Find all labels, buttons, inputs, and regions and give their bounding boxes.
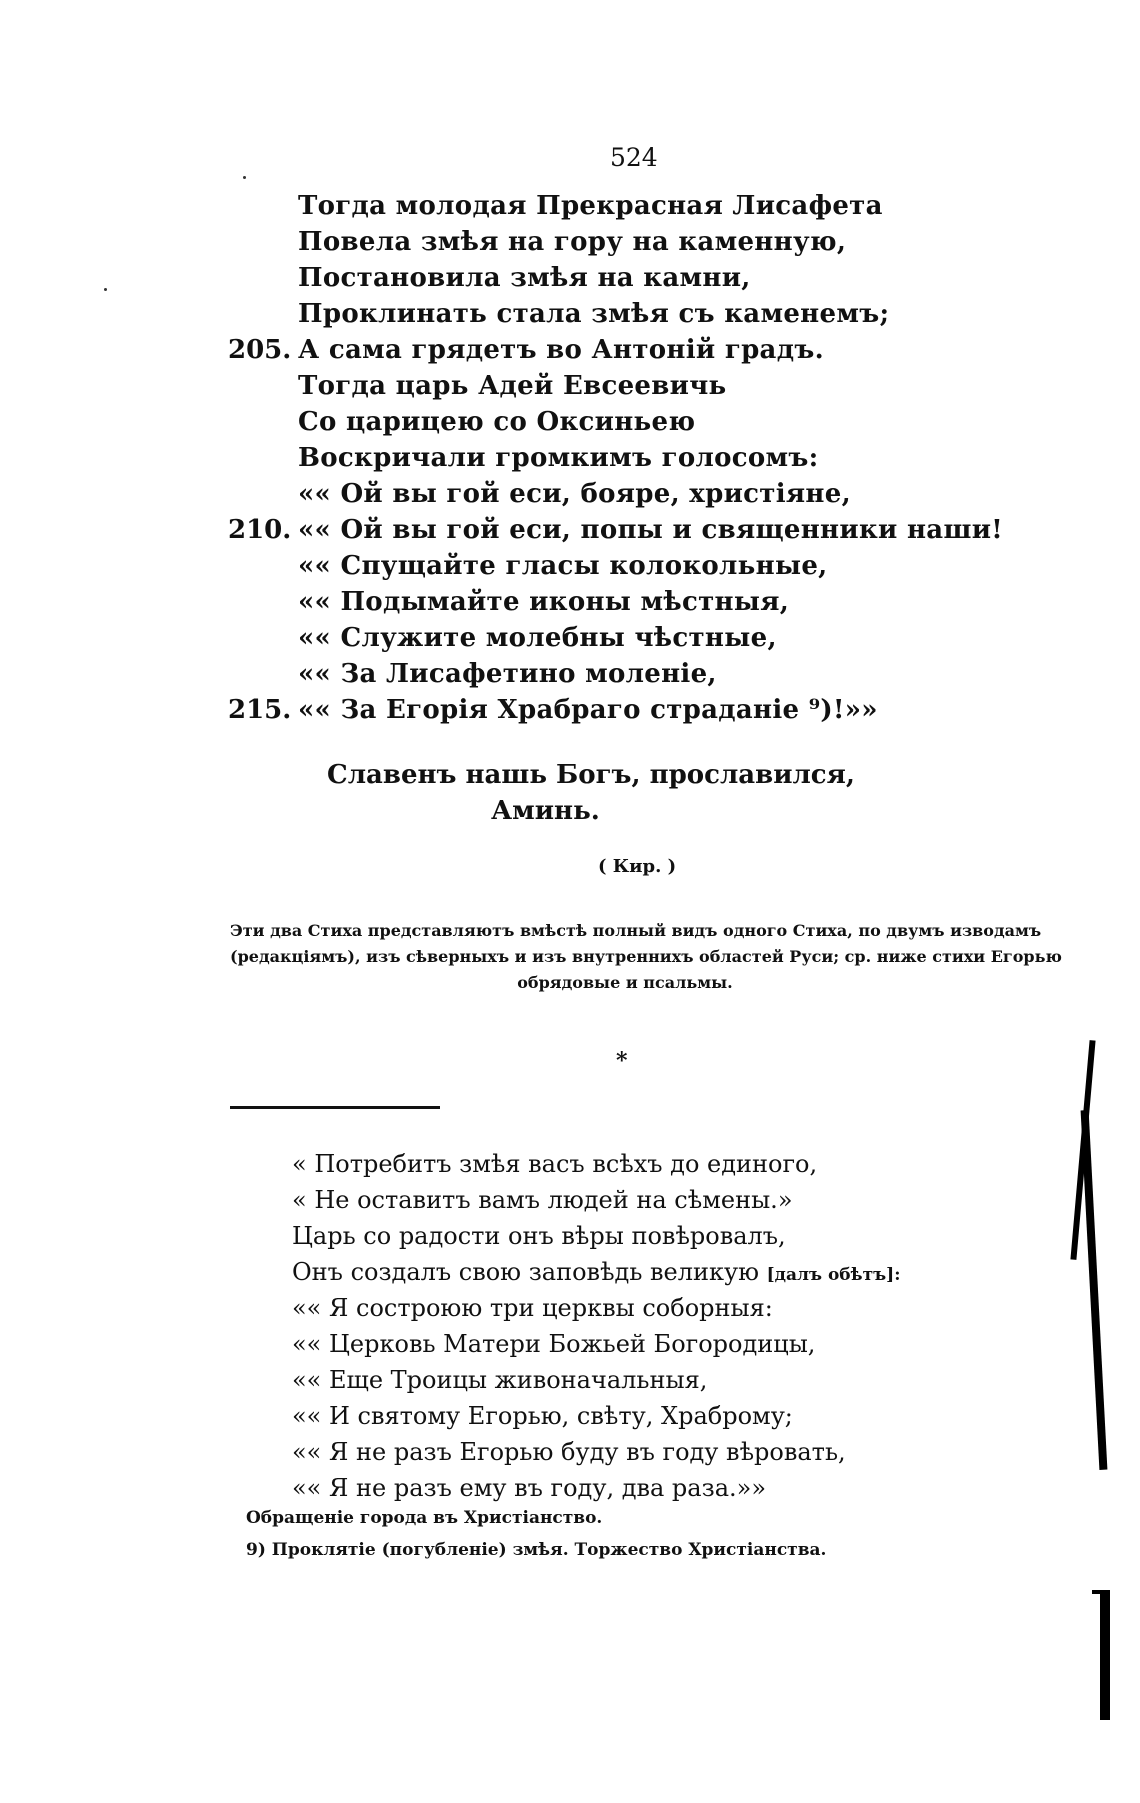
verse-line: Тогда царь Адей Евсеевичь [298,371,727,401]
inline-editorial-note: [далъ обѣтъ]: [766,1265,901,1285]
footnote-verse-text: «« Я состроюю три церквы соборныя: [292,1294,773,1322]
line-number: 210. [228,515,292,545]
footnote-verse-line [292,1150,817,1178]
footnote-verse-line [292,1186,793,1214]
footnote-rule [230,1106,440,1109]
footnote-verse-line [292,1438,846,1466]
footnote-verse-text: Онъ создалъ свою заповѣдь великую [292,1258,759,1286]
footnote-verse-text: «« Церковь Матери Божьей Богородицы, [292,1330,816,1358]
footnote-verse-line [292,1474,766,1502]
footnote-verse-text: « Потребитъ змѣя васъ всѣхъ до единого, [292,1150,818,1178]
verse-line: «« За Егорія Храбраго страданіе ⁹)!»» [298,695,878,725]
note-line-3: обрядовые и псальмы. [517,973,733,992]
footnote-verse-line [292,1366,707,1394]
print-speck [104,288,107,291]
footnote-verse-line [292,1330,815,1358]
footnote-verse-text: «« Еще Троицы живоначальныя, [292,1366,708,1394]
verse-line: Воскричали громкимъ голосомъ: [298,443,819,473]
footnote-verse-text: «« Я не разъ Егорью буду въ году вѣровать, [292,1438,846,1466]
footnote-verse-line [292,1294,773,1322]
verse-line: Тогда молодая Прекрасная Лисафета [298,191,883,221]
line-number: 205. [228,335,292,365]
verse-line: Проклинать стала змѣя съ каменемъ; [298,299,890,329]
verse-line: «« Подымайте иконы мѣстныя, [298,587,790,617]
footnote-verse-text: « Не оставитъ вамъ людей на сѣмены.» [292,1186,793,1214]
doxology-line-2: Аминь. [491,796,600,826]
editorial-note [230,918,1062,996]
verse-line: «« Спущайте гласы колокольные, [298,551,828,581]
footnote-verse-text: «« Я не разъ ему въ году, два раза.»» [292,1474,766,1502]
verse-line: «« Служите молебны чѣстные, [298,623,777,653]
verse-line: А сама грядетъ во Антоній градъ. [298,335,824,365]
verse-line: Постановила змѣя на камни, [298,263,751,293]
print-speck [243,176,246,179]
footnote-verse-text: Царь со радости онъ вѣры повѣровалъ, [292,1222,786,1250]
scan-edge-mark [1081,1110,1108,1470]
footnote-verse-line [292,1258,900,1286]
line-number: 215. [228,695,292,725]
verse-line: «« Ой вы гой еси, попы и священники наши! [298,515,1003,545]
scan-edge-mark [1092,1590,1106,1594]
verse-line: «« Ой вы гой еси, бояре, христіяне, [298,479,851,509]
footnote-verse-line [292,1402,793,1430]
note-line-1: Эти два Стиха представляютъ вмѣстѣ полный видъ одного Стиха, по двумъ изводамъ [230,921,1042,940]
footnote-verse-text: «« И святому Егорью, свѣту, Храброму; [292,1402,793,1430]
scan-edge-mark [1100,1590,1110,1720]
asterisk-mark: * [616,1048,628,1074]
footnote-verse-line [292,1222,786,1250]
doxology-line-1: Славенъ нашь Богъ, прославился, [327,760,855,790]
note-line-2: (редакціямъ), изъ сѣверныхъ и изъ внутреннихъ областей Руси; ср. ниже стихи Егорью [230,947,1062,966]
footnote-summary: Обращеніе города въ Христіанство. [246,1508,603,1528]
verse-line: «« За Лисафетино моленіе, [298,659,717,689]
verse-line: Со царицею со Оксиньею [298,407,696,437]
footnote-9: 9) Проклятіе (погубленіе) змѣя. Торжество Христіанства. [246,1540,827,1560]
page-number: 524 [610,143,658,172]
source-citation: ( Кир. ) [598,856,677,877]
verse-line: Повела змѣя на гору на каменную, [298,227,847,257]
